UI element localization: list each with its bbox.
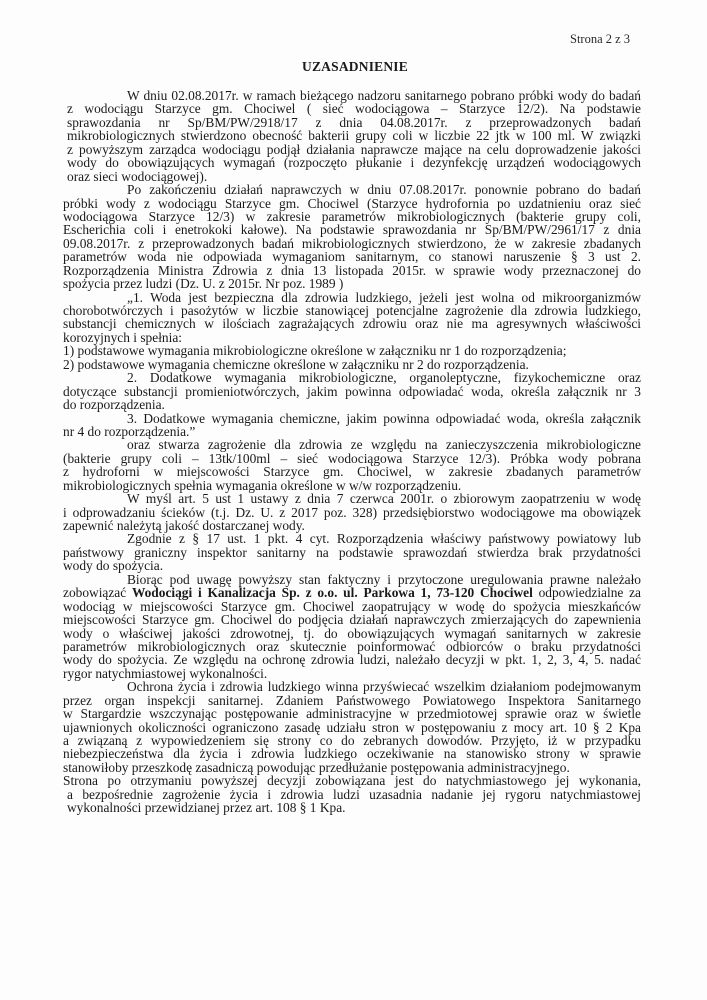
paragraph-inspector-authority	[63, 532, 641, 572]
text-line: wodociąg w miejscowości Starzyce gm. Chociwel zaopatrujący w wodę do spożycia mieszkańców	[63, 598, 641, 614]
text-line: wykonalności przewidzianej przez art. 108 § 1 Kpa.	[67, 800, 346, 816]
text-line: wody o właściwej jakości zdrowotnej, tj. do obowiązujących wymagań sanitarnych w zakresie	[63, 625, 641, 641]
text-line: dotyczące substancji promieniotwórczych, jakim powinna odpowiadać woda, określa załącznik nr 3	[63, 383, 641, 399]
paragraph-obligation	[63, 573, 641, 681]
text-line: Strona po otrzymaniu powyższej decyzji zobowiązana jest do natychmiastowego jej wykonania,	[63, 773, 641, 789]
paragraph-water-supply-act	[63, 492, 641, 532]
text-line: mikrobiologicznych spełnia wymagania określone w w/w rozporządzeniu.	[63, 477, 462, 493]
paragraph-point-2	[63, 371, 641, 411]
text-line: Zgodnie z § 17 ust. 1 pkt. 4 cyt. Rozporządzenia właściwy państwowy powiatowy lub	[127, 531, 641, 547]
text-line: W dniu 02.08.2017r. w ramach bieżącego nadzoru sanitarnego pobrano próbki wody do badań	[127, 88, 641, 103]
text-line: a bezpośrednie zagrożenie życia i zdrowia ludzi uzasadnia nadanie jej rygoru natychmiastowej	[67, 786, 641, 802]
text-line: w Stargardzie wszczynając postępowanie administracyjne w przedmiotowej sprawie oraz w świetle	[63, 706, 641, 722]
text-line: Po zakończeniu działań naprawczych w dniu 07.08.2017r. ponownie pobrano do badań	[127, 182, 641, 198]
text-line: zapewnić należytą jakość dostarczanej wody.	[63, 518, 305, 533]
text-line: Ochrona życia i zdrowia ludzkiego winna przyświecać wszelkim działaniom podejmowanym	[127, 679, 641, 695]
text-line: mikrobiologicznych stwierdzono obecność bakterii grupy coli w liczbie 22 jtk w 100 ml. W związki	[67, 128, 641, 144]
text-line: przez organ inspekcji sanitarnej. Zdaniem Państwowego Powiatowego Inspektora Sanitarnego	[63, 692, 641, 708]
paragraph-life-protection	[63, 680, 641, 774]
text-line: stanowiłoby przeszkodę zasadniczą powodując przedłużanie postępowania administracyjnego.	[63, 759, 570, 775]
document-body	[63, 89, 641, 815]
text-line: substancji chemicznych w ilościach zagrażających zdrowiu oraz nie ma agresywnych właściwości	[63, 316, 641, 332]
text-line: spożycia przez ludzi (Dz. U. z 2015r. Nr poz. 1989 )	[63, 276, 344, 292]
text-line: i odprowadzaniu ścieków (t.j. Dz. U. z 2017 poz. 328) przedsiębiorstwo wodociągowe ma obowiązek	[63, 504, 641, 520]
text-line: oraz sieci wodociągowej).	[67, 168, 208, 184]
paragraph-health-threat	[63, 438, 641, 492]
paragraph-point-3	[63, 412, 641, 439]
text-line: 2. Dodatkowe wymagania mikrobiologiczne, organoleptyczne, fizykochemiczne oraz	[127, 370, 641, 386]
text-line: parametrów woda nie odpowiada wymaganiom sanitarnym, co stanowi naruszenie § 3 ust 2.	[63, 249, 641, 265]
text-line: nr 4 do rozporządzenia.”	[63, 423, 196, 439]
text-line: Biorąc pod uwagę powyższy stan faktyczny i przytoczone uregulowania prawne należało	[127, 571, 641, 587]
text-run: odpowiedzialne za	[532, 585, 642, 601]
text-line: miejscowości Starzyce gm. Chociwel do podjęcia działań naprawczych zmierzających do zapewnienia	[63, 612, 641, 628]
text-line: z wodociągu Starzyce gm. Chociwel ( sieć wodociągowa – Starzyce 12/2). Na podstawie	[67, 101, 641, 117]
text-line	[63, 586, 641, 599]
text-line: 3. Dodatkowe wymagania chemiczne, jakim powinna odpowiadać woda, określa załącznik	[127, 410, 641, 426]
company-name: Wodociągi i Kanalizacja Sp. z o.o. ul. Parkowa 1, 73-120 Chociwel	[131, 585, 533, 601]
text-line: próbki wody z wodociągu Starzyce gm. Chociwel (Starzyce hydrofornia po uzdatnieniu oraz sieć	[63, 195, 641, 211]
text-line: (bakterie grupy coli – 13tk/100ml – sieć wodociągowa Starzyce 12/3). Próbka wody pobrana	[63, 450, 641, 466]
page-number: Strona 2 z 3	[570, 32, 631, 46]
text-line: „1. Woda jest bezpieczna dla zdrowia ludzkiego, jeżeli jest wolna od mikroorganizmów	[127, 289, 641, 305]
list-item: 2) podstawowe wymagania chemiczne określone w załączniku nr 2 do rozporządzenia.	[63, 356, 529, 372]
paragraph-repeat-sampling	[63, 183, 641, 291]
paragraph-initial-sampling	[63, 89, 641, 183]
text-line: sprawozdania nr Sp/BM/PW/2918/17 z dnia 04.08.2017r. z przeprowadzonych badań	[67, 114, 641, 130]
text-line: rygor natychmiastowej wykonalności.	[63, 665, 268, 681]
text-line: W myśl art. 5 ust 1 ustawy z dnia 7 czerwca 2001r. o zbiorowym zaopatrzeniu w wodę	[127, 491, 641, 507]
text-line: oraz stwarza zagrożenie dla zdrowia ze względu na zanieczyszczenia mikrobiologiczne	[127, 437, 641, 453]
text-line: z powyższym zarządca wodociągu podjął działania naprawcze mające na celu doprowadzenie jakości	[67, 141, 641, 157]
text-line: niebezpieczeństwa dla życia i zdrowia ludzkiego oczekiwanie na stanowisko strony w sprawie	[63, 746, 641, 762]
list-item: 1) podstawowe wymagania mikrobiologiczne określone w załączniku nr 1 do rozporządzenia;	[63, 343, 567, 359]
text-line: korozyjnych i spełnia:	[63, 329, 182, 345]
text-line: Rozporządzenia Ministra Zdrowia z dnia 13 listopada 2015r. w sprawie wody przeznaczonej do	[63, 262, 641, 278]
text-line: wodociągowa Starzyce 12/3) w zakresie parametrów mikrobiologicznych (bakterie grupy coli,	[63, 208, 641, 224]
text-line: wody do spożycia.	[63, 558, 164, 574]
text-line: wody do spożycia. Ze względu na ochronę zdrowia ludzi, należało decyzji w pkt. 1, 2, 3, 4, 5. nadać	[63, 652, 641, 668]
text-line: do rozporządzenia.	[63, 397, 165, 413]
paragraph-immediate-execution	[63, 774, 641, 814]
text-run: zobowiązać	[63, 585, 132, 601]
text-line: 09.08.2017r. z przeprowadzonych badań mikrobiologicznych stwierdzono, że w zakresie zbadanych	[63, 235, 641, 251]
document-title: UZASADNIENIE	[302, 59, 408, 74]
text-line: wody do obowiązujących wymagań (rozpoczęto płukanie i dezynfekcję urządzeń wodociągowych	[67, 155, 641, 171]
text-line: chorobotwórczych i pasożytów w liczbie stanowiącej potencjalne zagrożenie dla zdrowia ludzkiego,	[63, 303, 641, 318]
text-line: z hydroforni w miejscowości Starzyce gm. Chociwel, w zakresie zbadanych parametrów	[63, 464, 641, 480]
paragraph-quoted-regulation	[63, 291, 641, 372]
text-line: Escherichia coli i enetrokoki kałowe). Na podstawie sprawozdania nr Sp/BM/PW/2961/17 z dnia	[63, 222, 641, 238]
text-line: parametrów mikrobiologicznych oraz skutecznie poinformować odbiorców o braku przydatności	[63, 638, 641, 654]
text-line: ujawnionych okoliczności ograniczono zasadę udziału stron w postępowaniu z mocy art. 10 § 2 Kpa	[63, 719, 641, 735]
text-line: a związaną z wypowiedzeniem się strony co do zebranych dowodów. Przyjęto, iż w przypadku	[63, 733, 641, 748]
text-line: państwowy graniczny inspektor sanitarny na podstawie sprawozdań stwierdza brak przydatności	[63, 544, 641, 560]
